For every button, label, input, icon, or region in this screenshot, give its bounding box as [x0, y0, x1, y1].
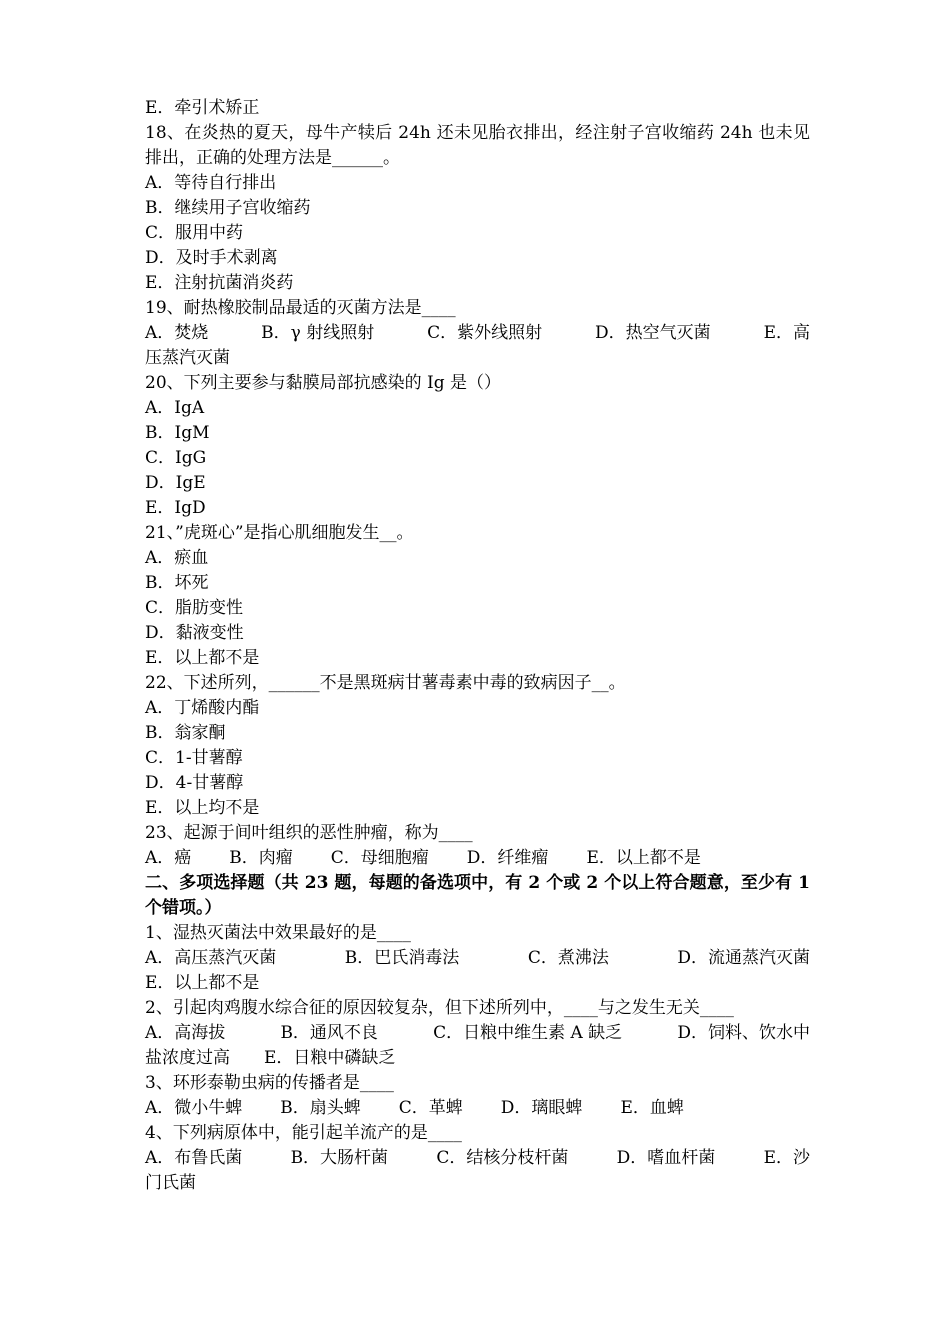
options-row [145, 946, 810, 971]
text-line: 20、下列主要参与黏膜局部抗感染的 Ig 是（） [145, 373, 502, 393]
option-text: A．微小牛蜱 [145, 1098, 243, 1118]
text-line: 3、环形泰勒虫病的传播者是____ [145, 1073, 394, 1093]
options-row [145, 321, 810, 346]
text-line: C．脂肪变性 [145, 598, 244, 618]
text-line: 22、下述所列，______不是黑斑病甘薯毒素中毒的致病因子__。 [145, 673, 626, 693]
text-line: 19、耐热橡胶制品最适的灭菌方法是____ [145, 298, 456, 318]
text-line: C．IgG [145, 448, 207, 468]
text-line: 23、起源于间叶组织的恶性肿瘤，称为____ [145, 823, 473, 843]
option-text: C．紫外线照射 [427, 323, 543, 343]
text-line: E．以上都不是 [145, 973, 260, 993]
text-line: E．以上都不是 [145, 648, 260, 668]
option-text: D．热空气灭菌 [595, 323, 711, 343]
text-line: E．牵引术矫正 [145, 98, 260, 118]
option-text: C．母细胞瘤 [330, 848, 429, 868]
option-text: E．以上都不是 [586, 848, 701, 868]
option-text: E．高 [763, 323, 810, 343]
option-text: B．通风不良 [280, 1023, 378, 1043]
text-line: C．1-甘薯醇 [145, 748, 243, 768]
option-text: A．高海拔 [145, 1023, 226, 1043]
text-line: 门氏菌 [145, 1173, 196, 1193]
option-text: E．血蜱 [620, 1098, 684, 1118]
text-line: A．等待自行排出 [145, 173, 277, 193]
text-line: D．黏液变性 [145, 623, 244, 643]
text-line: E．注射抗菌消炎药 [145, 273, 294, 293]
option-text: C．日粮中维生素 A 缺乏 [433, 1023, 623, 1043]
text-line: 盐浓度过高 E．日粮中磷缺乏 [145, 1048, 396, 1068]
option-text: B．大肠杆菌 [290, 1148, 389, 1168]
option-text: E．沙 [763, 1148, 810, 1168]
option-text: C．革蜱 [398, 1098, 463, 1118]
text-line: E．IgD [145, 498, 206, 518]
text-line: E．以上均不是 [145, 798, 260, 818]
text-line: A．IgA [145, 398, 205, 418]
text-line: B．翁家酮 [145, 723, 226, 743]
section-heading: 二、多项选择题（共 23 题，每题的备选项中，有 2 个或 2 个以上符合题意，至少有 1 个错项。） [145, 873, 810, 918]
options-row [145, 846, 810, 871]
text-line: B．继续用子宫收缩药 [145, 198, 311, 218]
option-text: D．纤维瘤 [466, 848, 549, 868]
text-line: 压蒸汽灭菌 [145, 348, 230, 368]
option-text: B．γ 射线照射 [261, 323, 375, 343]
text-line: D．IgE [145, 473, 206, 493]
text-line: 2、引起肉鸡腹水综合征的原因较复杂，但下述所列中，____与之发生无关____ [145, 998, 734, 1018]
option-text: C．结核分枝杆菌 [436, 1148, 569, 1168]
document-body [145, 96, 810, 1196]
option-text: B．肉瘤 [229, 848, 293, 868]
text-line: D．及时手术剥离 [145, 248, 278, 268]
text-line: 1、湿热灭菌法中效果最好的是____ [145, 923, 411, 943]
option-text: C．煮沸法 [527, 948, 609, 968]
option-text: D．饲料、饮水中 [677, 1023, 810, 1043]
option-text: D．嗜血杆菌 [616, 1148, 716, 1168]
option-text: D．流通蒸汽灭菌 [677, 948, 810, 968]
options-row [145, 1021, 810, 1046]
option-text: B．巴氏消毒法 [344, 948, 460, 968]
text-line: A．丁烯酸内酯 [145, 698, 260, 718]
option-text: B．扇头蜱 [280, 1098, 361, 1118]
text-line: C．服用中药 [145, 223, 244, 243]
option-text: A．高压蒸汽灭菌 [145, 948, 277, 968]
text-line: B．坏死 [145, 573, 209, 593]
text-line: 4、下列病原体中，能引起羊流产的是____ [145, 1123, 462, 1143]
option-text: A．焚烧 [145, 323, 209, 343]
text-line: A．瘀血 [145, 548, 209, 568]
option-text: A．癌 [145, 848, 192, 868]
option-text: D．璃眼蜱 [500, 1098, 583, 1118]
text-line: B．IgM [145, 423, 210, 443]
options-row [145, 1096, 810, 1121]
option-text: A．布鲁氏菌 [145, 1148, 243, 1168]
text-line: D．4-甘薯醇 [145, 773, 244, 793]
text-line: 21、”虎斑心”是指心肌细胞发生__。 [145, 523, 414, 543]
options-row [145, 1146, 810, 1171]
question-text: 18、在炎热的夏天，母牛产犊后 24h 还未见胎衣排出，经注射子宫收缩药 24h 也未见排出，正确的处理方法是______。 [145, 123, 810, 168]
